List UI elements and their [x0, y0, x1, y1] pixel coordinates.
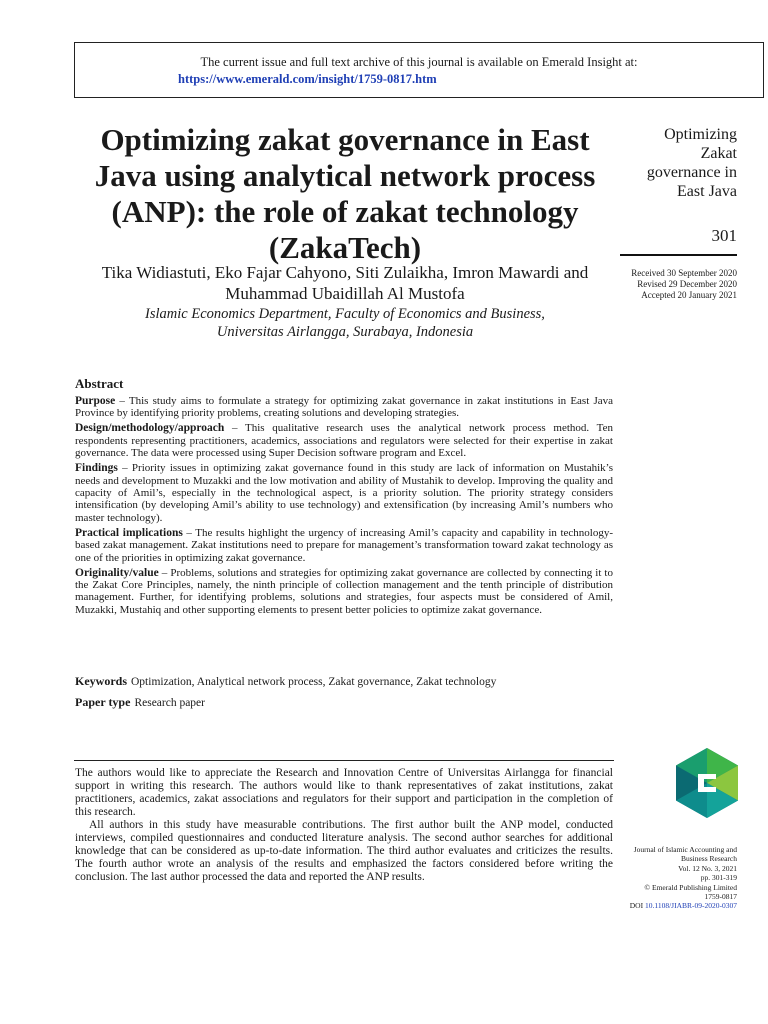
- section-text: – Priority issues in optimizing zakat governance found in this study are lack of information on Mustahik’s needs and development to Muzakki and the low motivation and ability of Mustahik to develop. Improving the quality and capacity of Amil’s, especially in the technological aspect, is a priority solution. The priority strategy considers intensification (by developing Amil’s ability to use technology) and extensification (by increasing Amil’s numbers who master technology).: [75, 462, 613, 524]
- section-text: – Problems, solutions and strategies for optimizing zakat governance are collected by connecting it to the Zakat Core Principles, namely, the ninth principle of collection management and the tenth principle of distribution management. Further, for identifying problems, solutions and strategies, four aspects must be considered of Amil, Muzakki, Mustahiq and other supporting elements to present better policies to optimize zakat governance.: [75, 566, 613, 616]
- paper-type: [75, 695, 613, 710]
- abstract-heading: Abstract: [75, 376, 124, 391]
- doi-label: DOI: [629, 901, 644, 911]
- section-text: – This study aims to formulate a strategy for optimizing zakat governance in zakat institutions in East Java Province by identifying priority problems, creating solutions and developing strategies.: [75, 395, 613, 420]
- revised-date: Revised 29 December 2020: [637, 279, 737, 289]
- running-head-line: East Java: [677, 183, 737, 200]
- author-affiliation: [70, 305, 620, 341]
- abstract-purpose: [75, 395, 613, 420]
- article-history-dates: [600, 268, 737, 301]
- journal-name: Business Research: [680, 854, 737, 864]
- author-list: Tika Widiastuti, Eko Fajar Cahyono, Siti Zulaikha, Imron Mawardi and Muhammad Ubaidillah Al Mustofa: [101, 263, 589, 303]
- keywords: [75, 674, 613, 689]
- abstract-body: [75, 395, 613, 619]
- running-head-line: governance in: [646, 164, 737, 181]
- author-contributions-paragraph: All authors in this study have measurable contributions. The first author built the ANP model, conducted interviews, compiled questionnaires and conducted literature analysis. The second author searches for additional knowledge that can be considered as up-to-date information. The third author evaluates and criticizes the results. The fourth author wrote an analysis of the results and emphasized the factors considered before writing the conclusion. The last author processed the data and reported the ANP results.: [75, 819, 613, 883]
- article-title: Optimizing zakat governance in East Java using analytical network process (ANP): the role of zakat technology (ZakaTech): [94, 122, 596, 265]
- section-label: Practical implications: [75, 526, 183, 539]
- section-label: Design/methodology/approach: [75, 422, 225, 435]
- section-text: – This qualitative research uses the analytical network process method. Ten respondents representing practitioners, academics, associations and regulators were selected for their expertise in zakat governance. The data were processed using Super Decision software program and Excel.: [75, 422, 613, 460]
- archive-notice-text: The current issue and full text archive of this journal is available on Emerald Insight at:: [200, 55, 638, 69]
- section-label: Findings: [75, 462, 118, 475]
- journal-url-link[interactable]: https://www.emerald.com/insight/1759-0817.htm: [178, 72, 437, 86]
- acknowledgement-paragraph: The authors would like to appreciate the Research and Innovation Centre of Universitas Airlangga for financial support in writing this research. The authors would like to thank representatives of zakat institutions, zakat practitioners, academics, zakat associations and regulators for their support and participation in the completion of this research.: [75, 767, 613, 818]
- page-number: 301: [711, 226, 737, 245]
- affiliation-line: Islamic Economics Department, Faculty of Economics and Business,: [145, 306, 545, 322]
- doi-link[interactable]: 10.1108/JIABR-09-2020-0307: [644, 901, 737, 911]
- running-head-title: [620, 125, 737, 201]
- copyright-notice: © Emerald Publishing Limited: [644, 882, 737, 892]
- paper-type-label: Paper type: [75, 695, 131, 709]
- keywords-label: Keywords: [75, 674, 127, 688]
- journal-name: Journal of Islamic Accounting and: [633, 845, 737, 854]
- journal-volume: Vol. 12 No. 3, 2021: [678, 863, 737, 873]
- keywords-text: Optimization, Analytical network process, Zakat governance, Zakat technology: [131, 676, 497, 688]
- issn: 1759-0817: [704, 892, 737, 902]
- paper-type-text: Research paper: [134, 697, 205, 709]
- abstract-originality: [75, 567, 613, 617]
- doi-row: [600, 901, 737, 910]
- running-head-rule: [620, 254, 737, 256]
- journal-pages: pp. 301-319: [700, 873, 737, 883]
- journal-citation-info: [600, 845, 737, 911]
- footnote-divider: [74, 760, 614, 761]
- affiliation-line: Universitas Airlangga, Surabaya, Indonesia: [216, 324, 474, 340]
- accepted-date: Accepted 20 January 2021: [641, 290, 737, 300]
- running-head-line: Zakat: [700, 145, 737, 162]
- section-label: Purpose: [75, 395, 116, 407]
- received-date: Received 30 September 2020: [631, 268, 737, 278]
- running-head-line: Optimizing: [664, 126, 737, 143]
- emerald-publishing-logo-icon: [676, 748, 738, 818]
- abstract-practical-implications: [75, 527, 613, 564]
- acknowledgement: [75, 767, 613, 884]
- section-text: – The results highlight the urgency of increasing Amil’s capacity and capability in technology-based zakat management. Zakat institutions need to prepare for management’s transformation toward zakat technology as one of the priorities in optimizing zakat governance.: [75, 526, 613, 564]
- abstract-findings: [75, 462, 613, 524]
- section-label: Originality/value: [75, 566, 159, 579]
- abstract-design: [75, 422, 613, 459]
- journal-archive-notice: [74, 42, 764, 98]
